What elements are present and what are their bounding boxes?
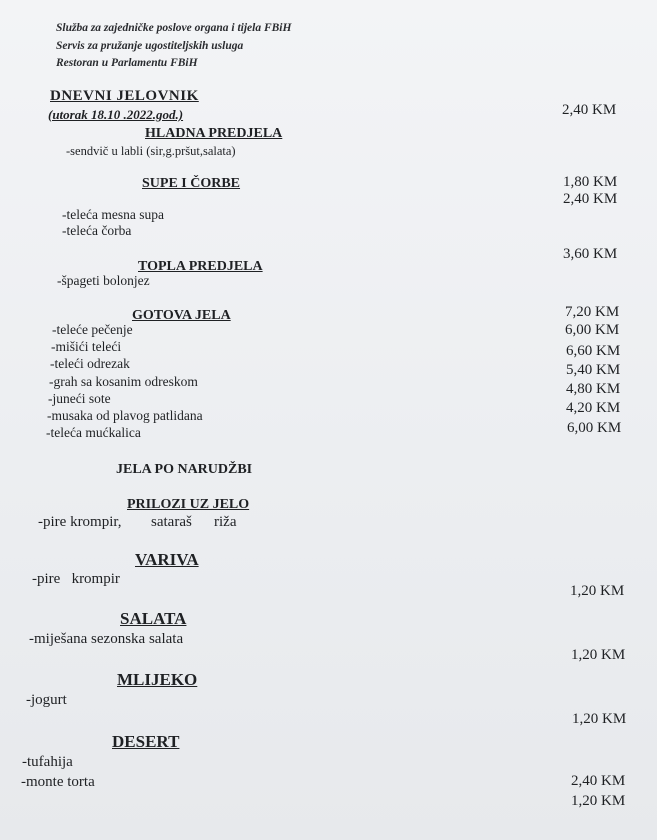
menu-item: -grah sa kosanim odreskom <box>49 374 198 389</box>
menu-price: 4,20 KM <box>566 400 621 416</box>
menu-price: 5,40 KM <box>566 362 621 378</box>
menu-price: 6,00 KM <box>567 420 622 436</box>
menu-item: -jogurt <box>26 692 67 708</box>
menu-item: sataraš <box>151 514 192 530</box>
section-title-desert: DESERT <box>112 732 180 751</box>
menu-price: 1,20 KM <box>571 793 626 809</box>
menu-price: 1,20 KM <box>570 583 625 599</box>
section-title-gotova-jela: GOTOVA JELA <box>132 308 231 323</box>
menu-item: -sendvič u labli (sir,g.pršut,salata) <box>66 144 236 158</box>
header-line-1: Služba za zajedničke poslove organa i tijela FBiH <box>56 22 292 34</box>
menu-price: 3,60 KM <box>563 246 618 262</box>
menu-price: 6,00 KM <box>565 322 620 338</box>
menu-item: -teleća mesna supa <box>62 207 164 222</box>
menu-item: -teleće pečenje <box>52 322 133 337</box>
menu-item: -pire krompir <box>32 571 120 587</box>
menu-item: -musaka od plavog patlidana <box>47 408 203 423</box>
menu-item: -miješana sezonska salata <box>29 631 184 647</box>
section-title-jela-po-narudzbi: JELA PO NARUDŽBI <box>116 462 253 477</box>
menu-item: -monte torta <box>21 774 95 790</box>
section-title-supe-i-corbe: SUPE I ČORBE <box>142 176 241 191</box>
menu-date: (utorak 18.10 .2022.god.) <box>48 107 184 122</box>
menu-title: DNEVNI JELOVNIK <box>50 88 199 104</box>
menu-price: 4,80 KM <box>566 381 621 397</box>
menu-item: riža <box>214 514 237 530</box>
menu-item: -špageti bolonjez <box>57 273 150 288</box>
menu-item: -mišići teleći <box>51 339 122 354</box>
menu-item: -teleća čorba <box>62 223 132 238</box>
menu-item: -tufahija <box>22 754 73 770</box>
section-title-salata: SALATA <box>120 609 187 628</box>
menu-price: 6,60 KM <box>566 343 621 359</box>
menu-price: 2,40 KM <box>571 773 626 789</box>
header-line-2: Servis za pružanje ugostiteljskih usluga <box>56 40 244 52</box>
menu-price: 2,40 KM <box>562 102 617 118</box>
section-title-hladna-predjela: HLADNA PREDJELA <box>145 126 283 141</box>
section-title-prilozi: PRILOZI UZ JELO <box>127 497 250 512</box>
menu-price: 1,20 KM <box>571 647 626 663</box>
menu-item: -juneći sote <box>48 391 111 406</box>
menu-item: -teleći odrezak <box>50 356 130 371</box>
menu-item: -pire krompir, <box>38 514 122 530</box>
section-title-topla-predjela: TOPLA PREDJELA <box>138 259 263 274</box>
menu-price: 2,40 KM <box>563 191 618 207</box>
section-title-mlijeko: MLIJEKO <box>117 670 198 689</box>
menu-price: 1,80 KM <box>563 174 618 190</box>
menu-price: 7,20 KM <box>565 304 620 320</box>
menu-item: -teleća mućkalica <box>46 425 141 440</box>
section-title-variva: VARIVA <box>135 550 199 569</box>
header-line-3: Restoran u Parlamentu FBiH <box>56 57 198 69</box>
menu-price: 1,20 KM <box>572 711 627 727</box>
